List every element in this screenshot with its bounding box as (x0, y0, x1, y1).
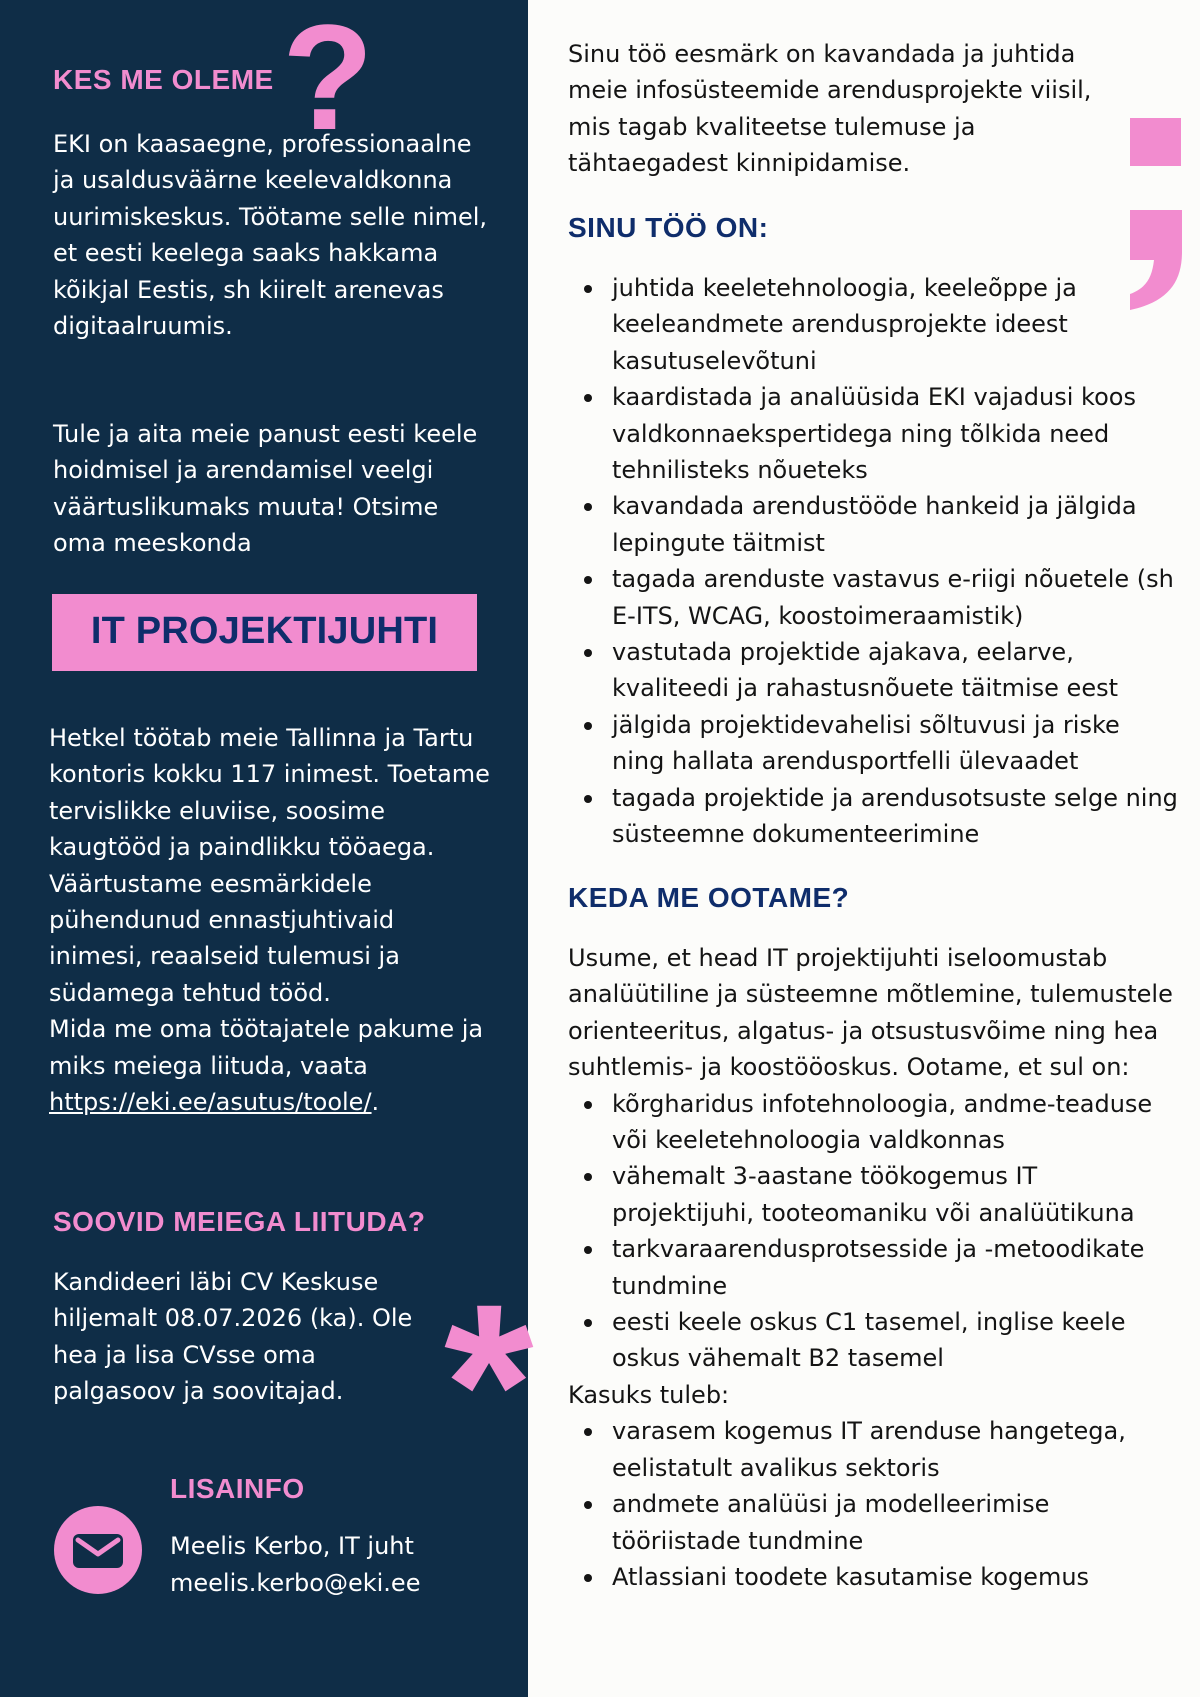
expect-heading: KEDA ME OOTAME? (568, 882, 850, 913)
requirements-list (568, 1086, 1178, 1377)
task-item: jälgida projektidevahelisi sõltuvusi ja riske ning hallata arendusportfelli ülevaadet (568, 707, 1178, 780)
comma-dot-decoration (1130, 118, 1181, 166)
offer-text: Mida me oma töötajatele pakume ja miks meiega liituda, vaata (49, 1015, 484, 1080)
task-item: kavandada arendustööde hankeid ja jälgida lepingute täitmist (568, 488, 1178, 561)
requirement-item: tarkvaraarendusprotsesside ja -metoodikate tundmine (568, 1231, 1178, 1304)
expect-block (568, 940, 1178, 1595)
contact-email[interactable]: meelis.kerbo@eki.ee (170, 1569, 421, 1597)
offer-paragraph (49, 1011, 494, 1120)
who-paragraph-2: Tule ja aita meie panust eesti keele hoidmisel ja arendamisel veelgi väärtuslikumaks muuta! Otsime oma meeskonda (53, 420, 478, 558)
join-heading: SOOVID MEIEGA LIITUDA? (53, 1206, 426, 1237)
who-heading: KES ME OLEME (53, 64, 274, 95)
bonus-label: Kasuks tuleb: (568, 1380, 730, 1409)
join-paragraph: Kandideeri läbi CV Keskuse hiljemalt 08.07.2026 (ka). Ole hea ja lisa CVsse oma palgasoov ja soovitajad. (53, 1268, 413, 1406)
task-item: tagada projektide ja arendusotsuste selge ning süsteemne dokumenteerimine (568, 780, 1178, 853)
right-panel (528, 0, 1200, 1697)
tasks-list (568, 270, 1178, 853)
intro-paragraph: Sinu töö eesmärk on kavandada ja juhtida meie infosüsteemide arendusprojekte viisil, mis tagab kvaliteetse tulemuse ja tähtaegadest kinnipidamise. (568, 40, 1092, 178)
requirement-item: kõrgharidus infotehnoloogia, andme-teaduse või keeletehnoloogia valdkonnas (568, 1086, 1178, 1159)
offer-end: . (371, 1088, 380, 1117)
who-paragraph-1: EKI on kaasaegne, professionaalne ja usaldusväärne keelevaldkonna uurimiskeskus. Töötame selle nimel, et eesti keelega saaks hakkama kõikjal Eestis, sh kiirelt arenevas digitaalruumis. (53, 130, 488, 341)
question-mark-decoration: ? (282, 0, 374, 161)
task-item: vastutada projektide ajakava, eelarve, kvaliteedi ja rahastusnõuete täitmise eest (568, 634, 1178, 707)
mail-icon (54, 1506, 142, 1594)
requirement-item: eesti keele oskus C1 tasemel, inglise keele oskus vähemalt B2 tasemel (568, 1304, 1178, 1377)
task-item: kaardistada ja analüüsida EKI vajadusi koos valdkonnaekspertidega ning tõlkida need tehnilisteks nõueteks (568, 379, 1178, 488)
careers-link[interactable]: https://eki.ee/asutus/toole/ (49, 1088, 372, 1117)
expect-paragraph: Usume, et head IT projektijuhti iseloomustab analüütiline ja süsteemne mõtlemine, tulemustele orienteeritus, algatus- ja otsustusvõime ning hea suhtlemis- ja koostööoskus. Ootame, et sul on: (568, 944, 1173, 1082)
envelope-icon (54, 1506, 142, 1594)
bonus-item: Atlassiani toodete kasutamise kogemus (568, 1559, 1178, 1595)
contact-name: Meelis Kerbo, IT juht (170, 1532, 414, 1560)
comma-icon (1128, 210, 1184, 310)
task-item: juhtida keeletehnoloogia, keeleõppe ja keeleandmete arendusprojekte ideest kasutuselevõtuni (568, 270, 1178, 379)
requirement-item: vähemalt 3-aastane töökogemus IT projektijuhi, tooteomaniku või analüütikuna (568, 1158, 1178, 1231)
office-block (49, 720, 494, 1120)
task-item: tagada arenduste vastavus e-riigi nõuetele (sh E-ITS, WCAG, koostoimeraamistik) (568, 561, 1178, 634)
asterisk-decoration: * (444, 1256, 534, 1513)
bonus-item: andmete analüüsi ja modelleerimise tööriistade tundmine (568, 1486, 1178, 1559)
position-box (52, 594, 477, 671)
values-paragraph: Väärtustame eesmärkidele pühendunud ennastjuhtivaid inimesi, reaalseid tulemusi ja südamega tehtud tööd. (49, 869, 400, 1007)
bonus-list (568, 1413, 1178, 1595)
office-paragraph: Hetkel töötab meie Tallinna ja Tartu kontoris kokku 117 inimest. Toetame tervislikke eluviise, soosime kaugtööd ja paindlikku tööaega. (49, 724, 490, 862)
position-title: IT PROJEKTIJUHTI (90, 610, 439, 652)
tasks-heading: SINU TÖÖ ON: (568, 212, 769, 243)
bonus-item: varasem kogemus IT arenduse hangetega, eelistatult avalikus sektoris (568, 1413, 1178, 1486)
info-heading: LISAINFO (170, 1473, 305, 1504)
